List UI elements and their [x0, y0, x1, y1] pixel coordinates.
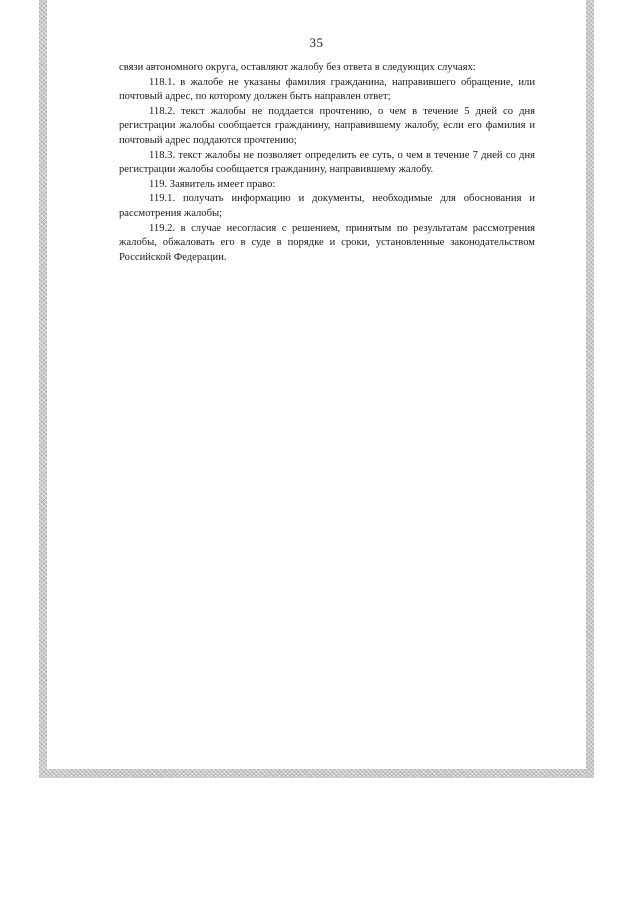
- page-number: 35: [309, 35, 324, 50]
- document-body: [119, 61, 535, 265]
- paragraph-119-2: 119.2. в случае несогласия с решением, принятым по результатам рассмотрения жалобы, обжаловать его в суде в порядке и сроки, установленные законодательством Российской Федерации.: [119, 222, 535, 263]
- paragraph-continuation: связи автономного округа, оставляют жалобу без ответа в следующих случаях:: [119, 62, 476, 73]
- paragraph-118-2: 118.2. текст жалобы не поддается прочтению, о чем в течение 5 дней со дня регистрации жалобы сообщается гражданину, направившему жалобу, если его фамилия и почтовый адрес поддаются прочтению;: [119, 105, 535, 146]
- paragraph-119-1: 119.1. получать информацию и документы, необходимые для обоснования и рассмотрения жалобы;: [119, 193, 535, 219]
- paragraph-118-1: 118.1. в жалобе не указаны фамилия гражданина, направившего обращение, или почтовый адрес, по которому должен быть направлен ответ;: [119, 76, 535, 103]
- paragraph-118-3: 118.3. текст жалобы не позволяет определить ее суть, о чем в течение 7 дней со дня регистрации жалобы сообщается гражданину, направившему жалобу.: [119, 149, 535, 176]
- paragraph-119: 119. Заявитель имеет право:: [149, 178, 276, 190]
- page-sheet: [47, 0, 586, 769]
- scan-frame: [39, 0, 594, 778]
